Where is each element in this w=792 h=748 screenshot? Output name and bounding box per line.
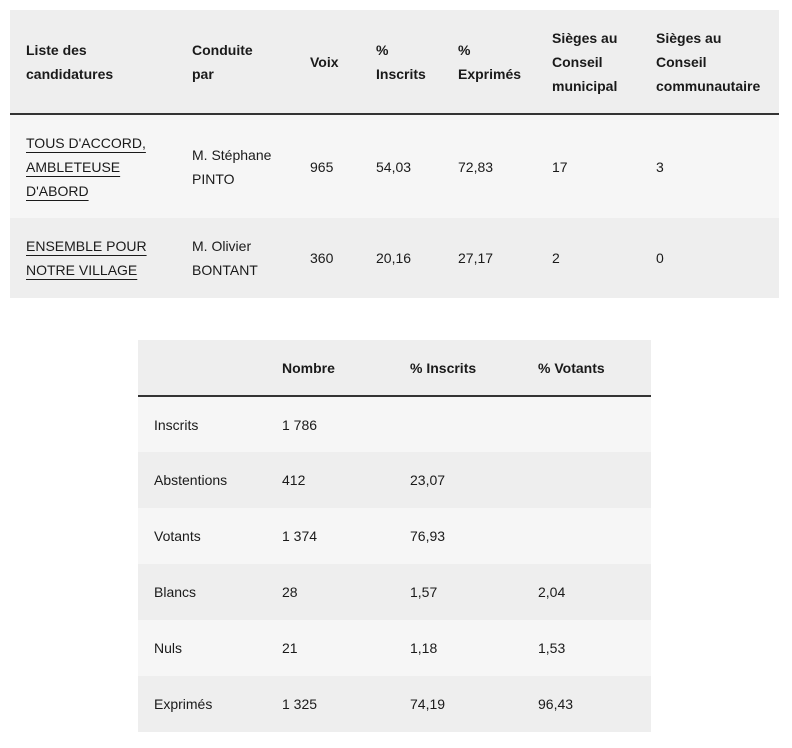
pct-inscrits-cell — [394, 396, 522, 452]
sieges-municipal-cell: 17 — [552, 158, 568, 175]
voix-cell: 965 — [310, 158, 334, 175]
nombre-cell: 28 — [282, 584, 298, 600]
pct-inscrits-cell: 1,18 — [410, 640, 438, 656]
pct-votants-cell: 2,04 — [538, 584, 566, 600]
nombre-cell: 1 786 — [282, 416, 318, 433]
header-sieges-communautaire: Sièges au Conseil communautaire — [640, 10, 779, 114]
results-table — [10, 10, 779, 298]
header-nombre: Nombre — [266, 340, 394, 396]
pct-inscrits-cell: 23,07 — [410, 472, 446, 488]
sieges-communautaire-cell: 3 — [656, 158, 664, 175]
header-liste: Liste des candidatures — [10, 10, 176, 114]
pct-votants-cell: 1,53 — [538, 640, 566, 656]
participation-header-row — [138, 340, 651, 396]
table-row — [138, 508, 651, 564]
sieges-communautaire-cell: 0 — [656, 250, 664, 266]
row-label: Inscrits — [154, 416, 199, 433]
list-name-cell — [10, 218, 176, 298]
nombre-cell: 1 374 — [282, 528, 318, 544]
header-pct-exprimes: % Exprimés — [442, 10, 536, 114]
nombre-cell: 1 325 — [282, 696, 318, 712]
table-row — [138, 452, 651, 508]
row-label: Votants — [154, 528, 201, 544]
voix-cell: 360 — [310, 250, 334, 266]
table-row — [138, 396, 651, 452]
header-pct-inscrits: % Inscrits — [394, 340, 522, 396]
list-link-ensemble-pour[interactable]: ENSEMBLE POUR NOTRE VILLAGE — [26, 238, 147, 278]
conduite-cell: M. Olivier BONTANT — [192, 238, 258, 278]
header-conduite: Conduite par — [176, 10, 294, 114]
sieges-municipal-cell: 2 — [552, 250, 560, 266]
pct-votants-cell — [522, 396, 651, 452]
pct-inscrits-cell: 54,03 — [376, 158, 412, 175]
pct-inscrits-cell: 20,16 — [376, 250, 412, 266]
pct-exprimes-cell: 72,83 — [458, 158, 494, 175]
pct-inscrits-cell: 76,93 — [410, 528, 446, 544]
results-header-row — [10, 10, 779, 114]
header-voix: Voix — [294, 10, 360, 114]
row-label: Exprimés — [154, 696, 213, 712]
row-label: Abstentions — [154, 472, 228, 488]
pct-votants-cell — [522, 452, 651, 508]
header-sieges-municipal: Sièges au Conseil municipal — [536, 10, 640, 114]
row-label: Blancs — [154, 584, 197, 600]
participation-table — [138, 340, 651, 732]
table-row — [138, 676, 651, 732]
header-empty — [138, 340, 266, 396]
pct-exprimes-cell: 27,17 — [458, 250, 494, 266]
table-row — [138, 620, 651, 676]
header-pct-inscrits: % Inscrits — [360, 10, 442, 114]
table-row — [138, 564, 651, 620]
list-link-tous-daccord[interactable]: TOUS D'ACCORD, AMBLETEUSE D'ABORD — [26, 134, 146, 199]
nombre-cell: 412 — [282, 472, 306, 488]
table-row — [10, 114, 779, 218]
pct-inscrits-cell: 1,57 — [410, 584, 438, 600]
table-row — [10, 218, 779, 298]
list-name-cell — [10, 114, 176, 218]
pct-votants-cell: 96,43 — [538, 696, 574, 712]
nombre-cell: 21 — [282, 640, 298, 656]
pct-votants-cell — [522, 508, 651, 564]
pct-inscrits-cell: 74,19 — [410, 696, 446, 712]
row-label: Nuls — [154, 640, 183, 656]
header-pct-votants: % Votants — [522, 340, 651, 396]
conduite-cell: M. Stéphane PINTO — [192, 146, 272, 187]
